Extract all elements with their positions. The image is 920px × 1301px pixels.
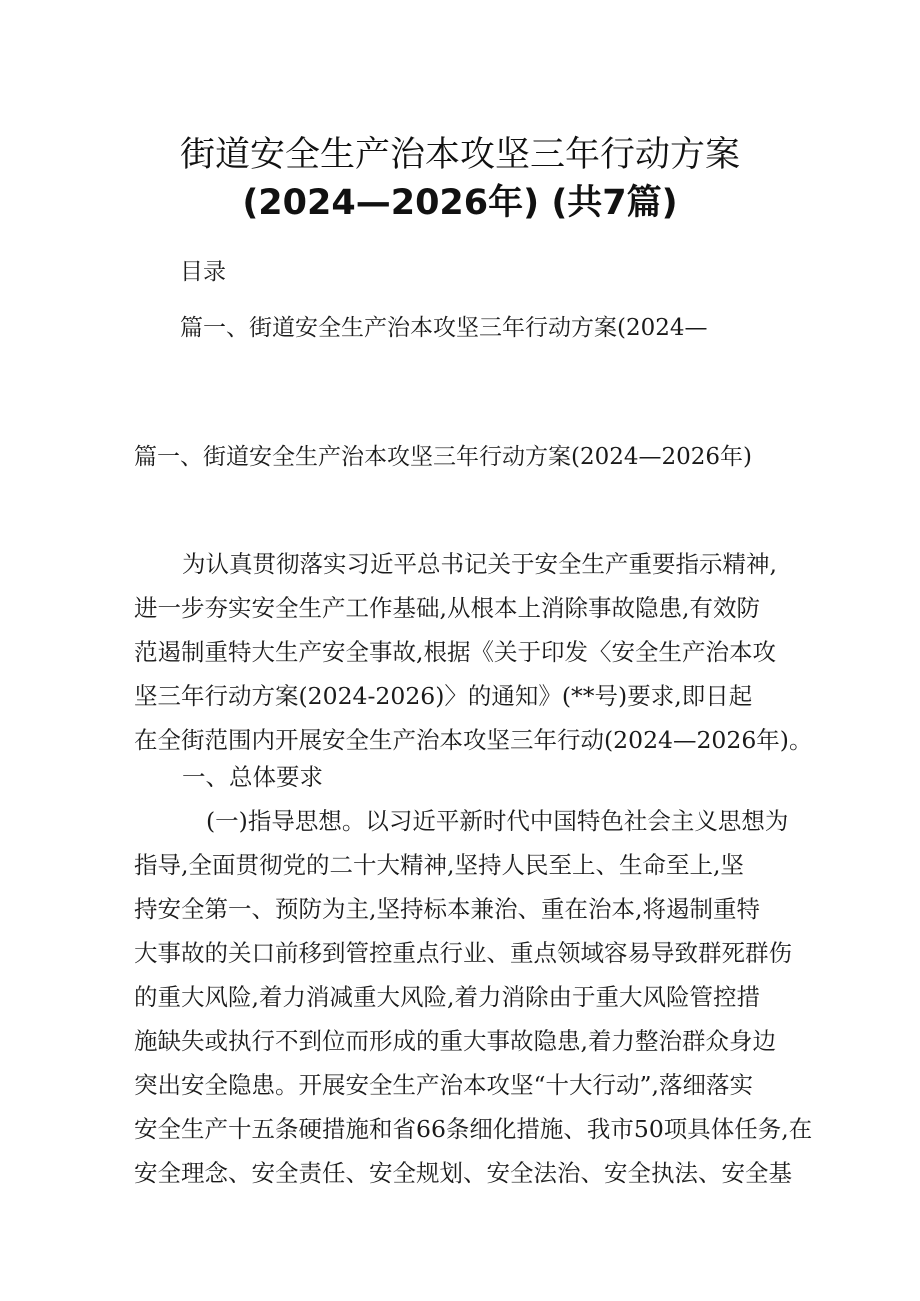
paragraph-line: 范遏制重特大生产安全事故,根据《关于印发〈安全生产治本攻 (134, 638, 776, 666)
paragraph-line: 施缺失或执行不到位而形成的重大事故隐患,着力整治群众身边 (134, 1027, 776, 1055)
paragraph-line: 安全生产十五条硬措施和省66条细化措施、我市50项具体任务,在 (134, 1115, 813, 1143)
paragraph-line: (一)指导思想。以习近平新时代中国特色社会主义思想为 (206, 807, 789, 835)
paragraph-line: 持安全第一、预防为主,坚持标本兼治、重在治本,将遏制重特 (134, 895, 760, 923)
paragraph-line: 进一步夯实安全生产工作基础,从根本上消除事故隐患,有效防 (134, 594, 760, 622)
heading-overall-requirements: 一、总体要求 (182, 763, 323, 791)
paragraph-line: 在全街范围内开展安全生产治本攻坚三年行动(2024—2026年)。 (134, 726, 813, 754)
paragraph-line: 安全理念、安全责任、安全规划、安全法治、安全执法、安全基 (134, 1159, 792, 1187)
toc-label: 目录 (180, 259, 226, 285)
paragraph-line: 为认真贯彻落实习近平总书记关于安全生产重要指示精神, (182, 550, 777, 578)
paragraph-1 (134, 542, 813, 762)
document-title-line2: (2024—2026年) (共7篇) (242, 183, 678, 223)
paragraph-line: 坚三年行动方案(2024-2026)〉的通知》(**号)要求,即日起 (134, 682, 753, 710)
document-title-line1: 街道安全生产治本攻坚三年行动方案 (179, 135, 740, 175)
toc-item-1[interactable]: 篇一、街道安全生产治本攻坚三年行动方案(2024— (180, 315, 708, 341)
paragraph-2 (134, 799, 813, 1195)
paragraph-line: 突出安全隐患。开展安全生产治本攻坚“十大行动”,落细落实 (134, 1071, 753, 1099)
section-heading: 篇一、街道安全生产治本攻坚三年行动方案(2024—2026年) (134, 444, 753, 470)
paragraph-line: 的重大风险,着力消减重大风险,着力消除由于重大风险管控措 (134, 983, 760, 1011)
paragraph-line: 指导,全面贯彻党的二十大精神,坚持人民至上、生命至上,坚 (134, 851, 744, 879)
paragraph-line: 大事故的关口前移到管控重点行业、重点领域容易导致群死群伤 (134, 939, 792, 967)
